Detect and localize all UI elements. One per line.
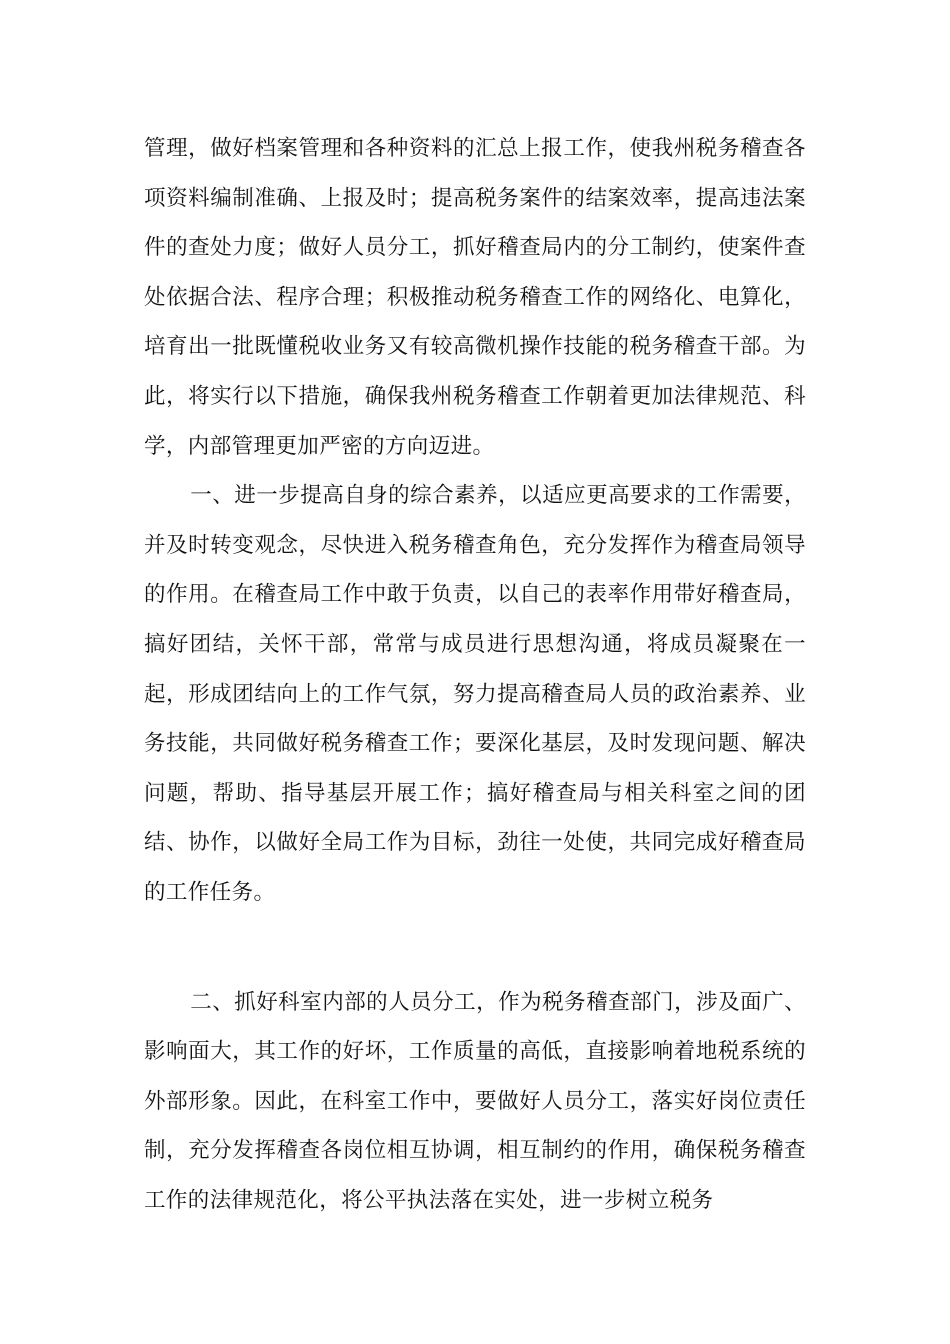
paragraph-section-two: 二、抓好科室内部的人员分工，作为税务稽查部门，涉及面广、影响面大，其工作的好坏，工作质量的高低，直接影响着地税系统的外部形象。因此，在科室工作中，要做好人员分工，落实好岗位责任制，充分发挥稽查各岗位相互协调，相互制约的作用，确保税务稽查工作的法律规范化，将公平执法落在实处，进一步树立税务 — [144, 989, 806, 1213]
paragraph-continuation: 管理，做好档案管理和各种资料的汇总上报工作，使我州税务稽查各项资料编制准确、上报及时；提高税务案件的结案效率，提高违法案件的查处力度；做好人员分工，抓好稽查局内的分工制约，使案件查处依据合法、程序合理；积极推动税务稽查工作的网络化、电算化，培育出一批既懂税收业务又有较高微机操作技能的税务稽查干部。为此，将实行以下措施，确保我州税务稽查工作朝着更加法律规范、科学，内部管理更加严密的方向迈进。 — [144, 136, 806, 459]
paragraph-section-one: 一、进一步提高自身的综合素养，以适应更高要求的工作需要，并及时转变观念，尽快进入税务稽查角色，充分发挥作为稽查局领导的作用。在稽查局工作中敢于负责，以自己的表率作用带好稽查局，搞好团结，关怀干部，常常与成员进行思想沟通，将成员凝聚在一起，形成团结向上的工作气氛，努力提高稽查局人员的政治素养、业务技能，共同做好税务稽查工作；要深化基层，及时发现问题、解决问题，帮助、指导基层开展工作；搞好稽查局与相关科室之间的团结、协作，以做好全局工作为目标，劲往一处使，共同完成好稽查局的工作任务。 — [144, 483, 806, 905]
document-body — [144, 124, 806, 1225]
